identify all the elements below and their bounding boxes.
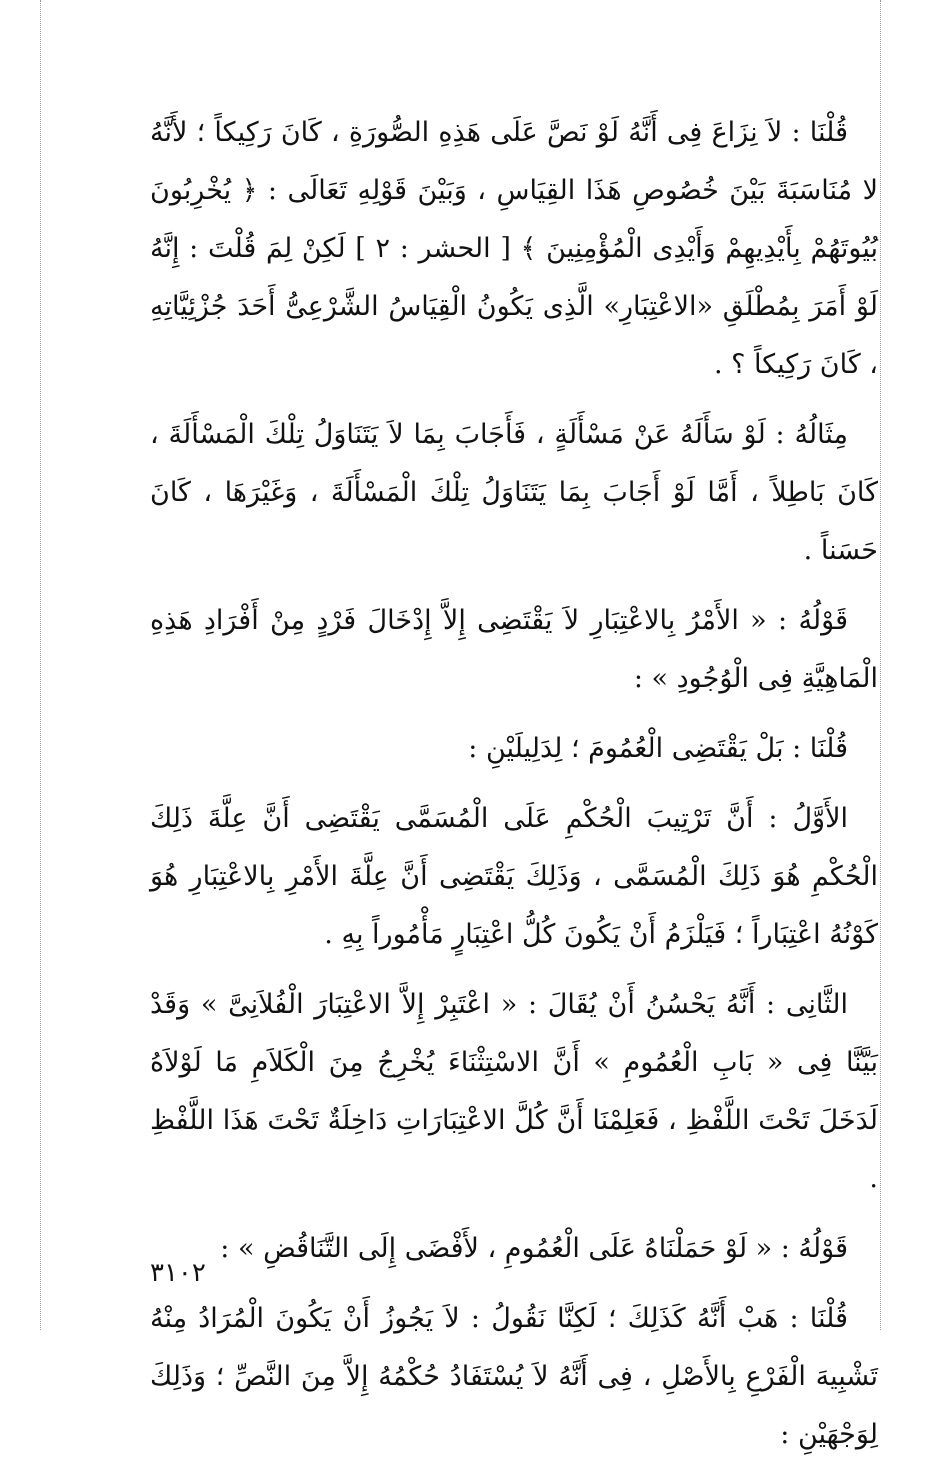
paragraph-4: قُلْنَا : بَلْ يَقْتَضِى الْعُمُومَ ؛ لِدَلِيلَيْنِ : xyxy=(468,733,848,764)
paragraph-3: قَوْلُهُ : « الأَمْرُ بِالاعْتِبَارِ لاَ يَقْتَضِى إِلاَّ إِدْخَالَ فَرْدٍ مِنْ أَفْرَادِ هَذِهِ الْمَاهِيَّةِ فِى الْوُجُودِ » : xyxy=(150,605,878,694)
scan-edge-right xyxy=(880,0,881,1330)
paragraph-7: قَوْلُهُ : « لَوْ حَمَلْنَاهُ عَلَى الْعُمُومِ ، لأَفْضَى إِلَى التَّنَاقُضِ » : xyxy=(220,1233,848,1264)
body-text xyxy=(150,104,878,1476)
paragraph-2: مِثَالُهُ : لَوْ سَأَلَهُ عَنْ مَسْأَلَةٍ ، فَأَجَابَ بِمَا لاَ يَتَنَاوَلُ تِلْكَ الْمَسْأَلَةَ ، كَانَ بَاطِلاً ، أَمَّا لَوْ أَجَابَ بِمَا يَتَنَاوَلُ تِلْكَ الْمَسْأَلَةَ ، وَغَيْرَهَا ، كَانَ حَسَناً . xyxy=(150,419,878,566)
paragraph-1: قُلْنَا : لاَ نِزَاعَ فِى أَنَّهُ لَوْ نَصَّ عَلَى هَذِهِ الصُّورَةِ ، كَانَ رَكِيكاً ؛ لأَنَّهُ لا مُنَاسَبَةَ بَيْنَ خُصُوصِ هَذَا القِيَاسِ ، وَبَيْنَ قَوْلِهِ تَعَالَى : ﴿ يُخْرِبُونَ بُيُوتَهُمْ بِأَيْدِيهِمْ وَأَيْدِى الْمُؤْمِنِينَ ﴾ [ الحشر : ٢ ] لَكِنْ لِمَ قُلْتَ : إِنَّهُ لَوْ أَمَرَ بِمُطْلَقِ «الاعْتِبَارِ» الَّذِى يَكُونُ الْقِيَاسُ الشَّرْعِىُّ أَحَدَ جُزْئِيَّاتِهِ ، كَانَ رَكِيكاً ؟ . xyxy=(150,117,878,380)
paragraph-5: الأَوَّلُ : أَنَّ تَرْتِيبَ الْحُكْمِ عَلَى الْمُسَمَّى يَقْتَضِى أَنَّ عِلَّةَ ذَلِكَ الْحُكْمِ هُوَ ذَلِكَ الْمُسَمَّى ، وَذَلِكَ يَقْتَضِى أَنَّ عِلَّةَ الأَمْرِ بِالاعْتِبَارِ هُوَ كَوْنُهُ اعْتِبَاراً ؛ فَيَلْزَمُ أَنْ يَكُونَ كُلُّ اعْتِبَارٍ مَأْمُوراً بِهِ . xyxy=(150,803,878,950)
page-number: ٣١٠٢ xyxy=(150,1258,206,1288)
paragraph-6: الثَّانِى : أَنَّهُ يَحْسُنُ أَنْ يُقَالَ : « اعْتَبِرْ إِلاَّ الاعْتِبَارَ الْفُلاَنِىَّ » وَقَدْ بَيَّنَّا فِى « بَابِ الْعُمُومِ » أَنَّ الاسْتِثْنَاءَ يُخْرِجُ مِنَ الْكَلاَمِ مَا لَوْلاَهُ لَدَخَلَ تَحْتَ اللَّفْظِ ، فَعَلِمْنَا أَنَّ كُلَّ الاعْتِبَارَاتِ دَاخِلَةٌ تَحْتَ هَذَا اللَّفْظِ . xyxy=(150,989,878,1194)
paragraph-8: قُلْنَا : هَبْ أَنَّهُ كَذَلِكَ ؛ لَكِنَّا نَقُولُ : لاَ يَجُوزُ أَنْ يَكُونَ الْمُرَادُ مِنْهُ تَشْبِيهَ الْفَرْعِ بِالأَصْلِ ، فِى أَنَّهُ لاَ يُسْتَفَادُ حُكْمُهُ إِلاَّ مِنَ النَّصِّ ؛ وَذَلِكَ لِوَجْهَيْنِ : xyxy=(150,1303,878,1450)
scan-edge-left xyxy=(40,0,41,1330)
